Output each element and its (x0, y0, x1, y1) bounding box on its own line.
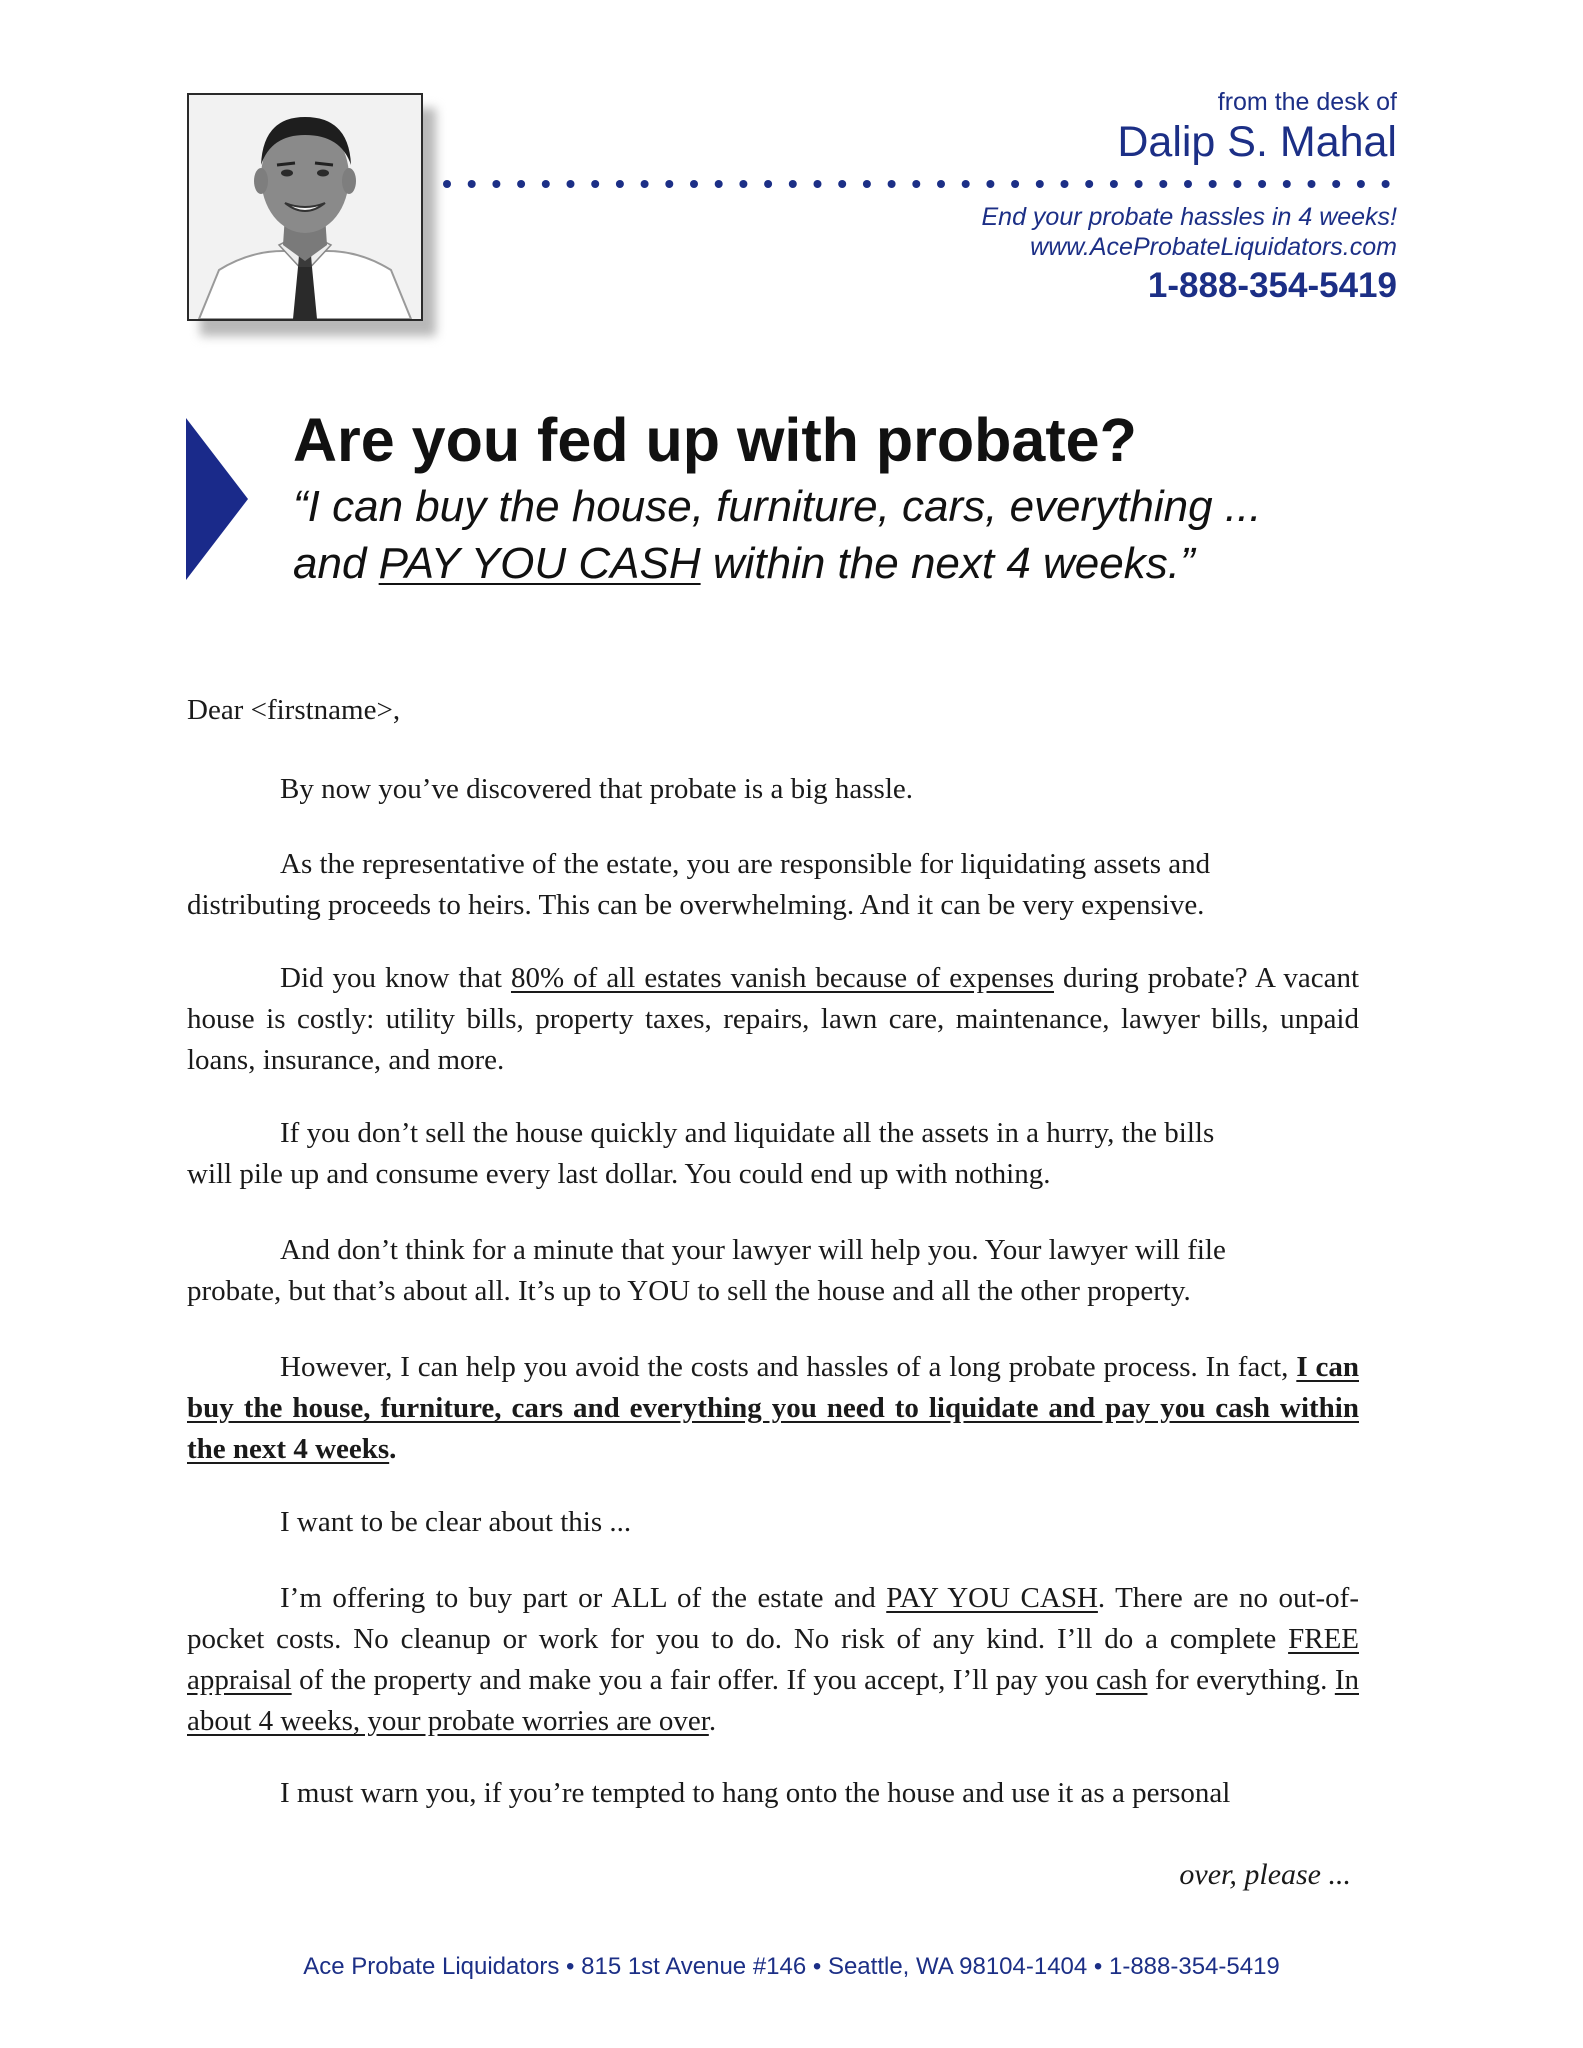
divider-dot (1036, 180, 1044, 188)
divider-dot (492, 180, 500, 188)
divider-dot (789, 180, 797, 188)
divider-dot (1308, 180, 1316, 188)
paragraph-5 (187, 1230, 1359, 1312)
divider-dot (1209, 180, 1217, 188)
divider-dot (1233, 180, 1241, 188)
paragraph-2-text-1: As the representative of the estate, you are responsible for liquidating assets and (280, 848, 1211, 880)
divider-dot (739, 180, 747, 188)
divider-dot (1382, 180, 1390, 188)
paragraph-8-g: for everything. (1147, 1664, 1335, 1696)
paragraph-5-line-2: probate, but that’s about all. It’s up to YOU to sell the house and all the other property. (187, 1275, 1191, 1307)
paragraph-4-line-2: will pile up and consume every last dollar. You could end up with nothing. (187, 1158, 1051, 1190)
divider-dot (1357, 180, 1365, 188)
paragraph-4-text-1: If you don’t sell the house quickly and liquidate all the assets in a hurry, the bills (280, 1117, 1215, 1149)
worries-over-underline: In about 4 weeks, your probate worries are over (187, 1664, 1359, 1737)
author-portrait-illustration (189, 95, 421, 319)
paragraph-8 (187, 1578, 1359, 1742)
footer-address: Ace Probate Liquidators • 815 1st Avenue #146 • Seattle, WA 98104-1404 • 1-888-354-5419 (303, 1953, 1280, 1980)
divider-dot (1258, 180, 1266, 188)
paragraph-8-e: of the property and make you a fair offer. If you accept, I’ll pay you (291, 1664, 1096, 1696)
paragraph-3-start: Did you know that (280, 962, 511, 994)
divider-dot (1085, 180, 1093, 188)
estates-vanish-emphasis: 80% of all estates vanish because of expenses (510, 962, 1054, 994)
quote-and: and (293, 539, 379, 588)
divider-dot (1011, 180, 1019, 188)
divider-dot (641, 180, 649, 188)
divider-dot (1135, 180, 1143, 188)
cash-underline: cash (1095, 1664, 1148, 1696)
paragraph-9-text: I must warn you, if you’re tempted to hang onto the house and use it as a personal (280, 1777, 1231, 1809)
divider-dot (986, 180, 994, 188)
dotted-divider (441, 178, 1401, 190)
continuation-note: over, please ... (1179, 1858, 1351, 1891)
paragraph-2-line-1 (187, 844, 1359, 885)
divider-dot (591, 180, 599, 188)
divider-dot (912, 180, 920, 188)
divider-dot (665, 180, 673, 188)
author-photo (187, 93, 423, 321)
divider-dot (1110, 180, 1118, 188)
divider-dot (888, 180, 896, 188)
paragraph-6 (187, 1347, 1359, 1470)
divider-dot (1061, 180, 1069, 188)
paragraph-3 (187, 958, 1359, 1081)
salutation: Dear <firstname>, (187, 694, 401, 726)
author-name: Dalip S. Mahal (1117, 118, 1397, 166)
paragraph-4-line-1 (187, 1113, 1359, 1154)
paragraph-7 (187, 1502, 1359, 1543)
divider-dot (937, 180, 945, 188)
paragraph-4 (187, 1113, 1359, 1195)
divider-dot (715, 180, 723, 188)
paragraph-8-a: I’m offering to buy part or ALL of the estate and (280, 1582, 887, 1614)
paragraph-5-text-1: And don’t think for a minute that your lawyer will help you. Your lawyer will file (280, 1234, 1226, 1266)
divider-dot (616, 180, 624, 188)
paragraph-6-end: . (389, 1433, 397, 1465)
paragraph-2-line-2: distributing proceeds to heirs. This can be overwhelming. And it can be very expensive. (187, 889, 1205, 921)
divider-dot (764, 180, 772, 188)
paragraph-7-text: I want to be clear about this ... (280, 1506, 632, 1538)
quote-tail: within the next 4 weeks.” (700, 539, 1195, 588)
divider-dot (517, 180, 525, 188)
pay-you-cash-underline: PAY YOU CASH (886, 1582, 1098, 1614)
divider-dot (542, 180, 550, 188)
paragraph-8-c: . There are no out-of-pocket costs. No cleanup or work for you to do. No risk of any kind. I’ll do a complete (187, 1582, 1359, 1655)
paragraph-1 (187, 769, 1359, 810)
triangle-arrow-icon (186, 418, 248, 580)
offer-statement-emphasis: I can buy the house, furniture, cars and everything you need to liquidate and pay you cash within the next 4 weeks (187, 1351, 1359, 1465)
quote-line-2 (293, 535, 1262, 592)
paragraph-9 (187, 1773, 1359, 1814)
divider-dot (443, 180, 451, 188)
headline-title: Are you fed up with probate? (293, 406, 1137, 474)
paragraph-3-end: during probate? A vacant house is costly: utility bills, property taxes, repairs, lawn care, maintenance, lawyer bills, unpaid loans, insurance, and more. (187, 962, 1359, 1076)
divider-dot (1159, 180, 1167, 188)
website-link[interactable]: www.AceProbateLiquidators.com (1030, 233, 1397, 261)
header-phone[interactable]: 1-888-354-5419 (1147, 266, 1397, 305)
divider-dot (1283, 180, 1291, 188)
quote-line-1: “I can buy the house, furniture, cars, everything ... (293, 482, 1262, 531)
divider-dot (567, 180, 575, 188)
divider-dot (962, 180, 970, 188)
divider-dot (690, 180, 698, 188)
pay-you-cash-emphasis: PAY YOU CASH (378, 539, 701, 588)
paragraph-1-text: By now you’ve discovered that probate is a big hassle. (280, 773, 914, 805)
divider-dot (468, 180, 476, 188)
divider-dot (1184, 180, 1192, 188)
headline-quote (293, 478, 1262, 592)
divider-dot (1332, 180, 1340, 188)
free-appraisal-underline: FREE appraisal (187, 1623, 1359, 1696)
paragraph-8-i: . (708, 1705, 717, 1737)
paragraph-5-line-1 (187, 1230, 1359, 1271)
divider-dot (814, 180, 822, 188)
paragraph-6-start: However, I can help you avoid the costs and hassles of a long probate process. In fact, (280, 1351, 1297, 1383)
tagline: End your probate hassles in 4 weeks! (981, 203, 1397, 231)
divider-dot (863, 180, 871, 188)
paragraph-2 (187, 844, 1359, 926)
from-desk-label: from the desk of (1217, 88, 1397, 116)
divider-dot (838, 180, 846, 188)
